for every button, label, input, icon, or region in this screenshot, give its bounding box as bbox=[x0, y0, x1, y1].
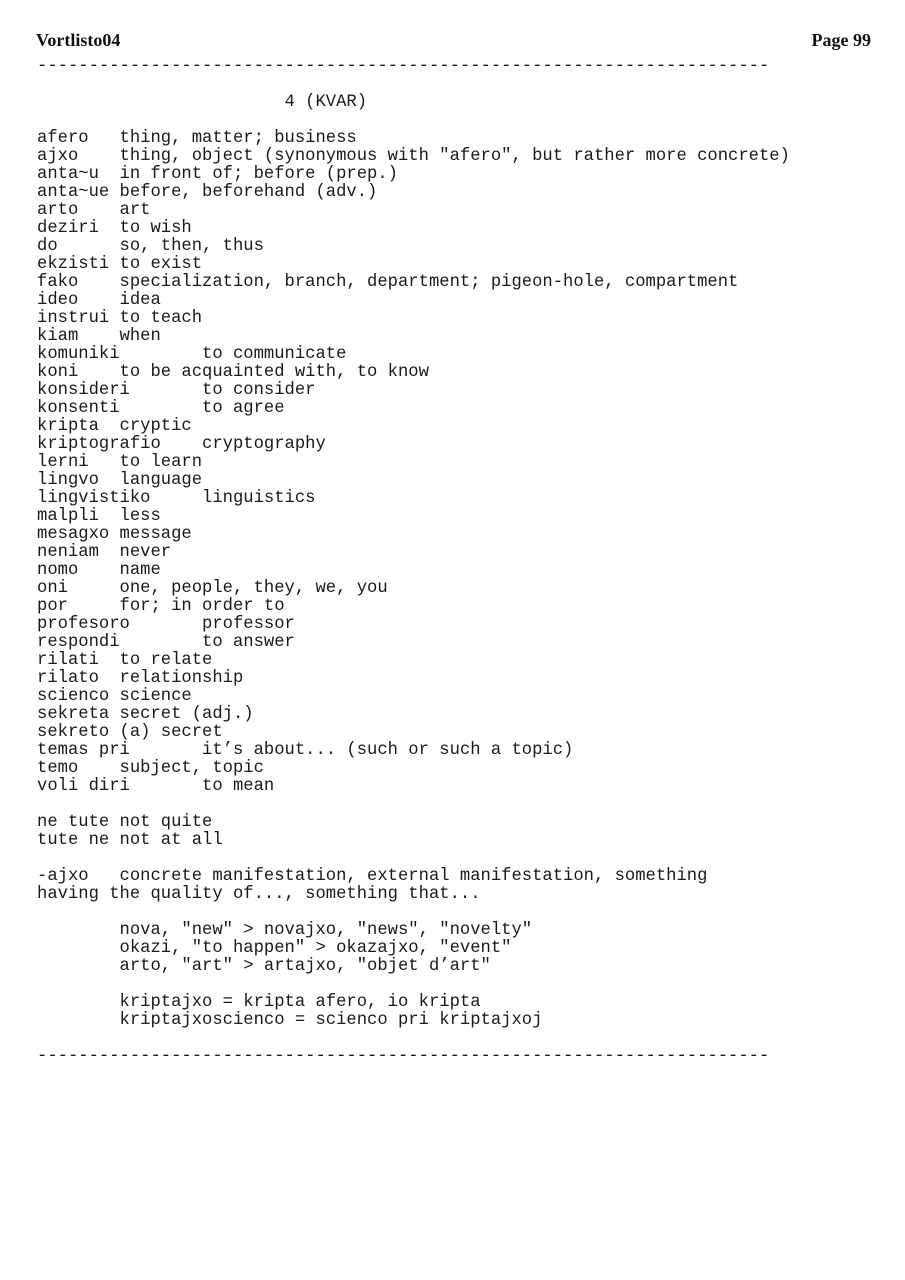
text-line: temo subject, topic bbox=[37, 759, 264, 778]
text-line: arto, "art" > artajxo, "objet d’art" bbox=[37, 957, 491, 976]
text-line: respondi to answer bbox=[37, 633, 295, 652]
text-line: por for; in order to bbox=[37, 597, 285, 616]
page-number: Page 99 bbox=[811, 30, 871, 50]
text-line: okazi, "to happen" > okazajxo, "event" bbox=[37, 939, 512, 958]
text-line: nova, "new" > novajxo, "news", "novelty" bbox=[37, 921, 533, 940]
document-body bbox=[37, 58, 790, 1066]
text-line: kripta cryptic bbox=[37, 417, 192, 436]
text-line: rilato relationship bbox=[37, 669, 244, 688]
text-line: konsenti to agree bbox=[37, 399, 285, 418]
blank-line bbox=[37, 976, 790, 994]
text-line: temas pri it’s about... (such or such a topic) bbox=[37, 741, 574, 760]
text-line: ne tute not quite bbox=[37, 813, 213, 832]
text-line: koni to be acquainted with, to know bbox=[37, 363, 429, 382]
text-line: afero thing, matter; business bbox=[37, 129, 357, 148]
text-line: voli diri to mean bbox=[37, 777, 275, 796]
text-line: deziri to wish bbox=[37, 219, 192, 238]
text-line: rilati to relate bbox=[37, 651, 213, 670]
text-line: kriptajxoscienco = scienco pri kriptajxoj bbox=[37, 1011, 543, 1030]
text-line: tute ne not at all bbox=[37, 831, 223, 850]
blank-line bbox=[37, 904, 790, 922]
text-line: malpli less bbox=[37, 507, 161, 526]
text-line: anta~u in front of; before (prep.) bbox=[37, 165, 398, 184]
separator-line: ----------------------------------------------------------------------- bbox=[37, 1047, 770, 1066]
text-line: kriptografio cryptography bbox=[37, 435, 326, 454]
blank-line bbox=[37, 112, 790, 130]
page-header bbox=[36, 30, 871, 54]
text-line: ekzisti to exist bbox=[37, 255, 203, 274]
text-line: konsideri to consider bbox=[37, 381, 316, 400]
text-line: ideo idea bbox=[37, 291, 161, 310]
text-line: lingvistiko linguistics bbox=[37, 489, 316, 508]
blank-line bbox=[37, 76, 790, 94]
text-line: oni one, people, they, we, you bbox=[37, 579, 388, 598]
text-line: mesagxo message bbox=[37, 525, 192, 544]
text-line: arto art bbox=[37, 201, 151, 220]
text-line: kiam when bbox=[37, 327, 161, 346]
text-line: anta~ue before, beforehand (adv.) bbox=[37, 183, 378, 202]
text-line: sekreto (a) secret bbox=[37, 723, 223, 742]
text-line: neniam never bbox=[37, 543, 172, 562]
text-line: -ajxo concrete manifestation, external manifestation, something bbox=[37, 867, 708, 886]
blank-line bbox=[37, 850, 790, 868]
text-line: komuniki to communicate bbox=[37, 345, 347, 364]
text-line: having the quality of..., something that... bbox=[37, 885, 481, 904]
blank-line bbox=[37, 1030, 790, 1048]
text-line: profesoro professor bbox=[37, 615, 295, 634]
text-line: sekreta secret (adj.) bbox=[37, 705, 254, 724]
text-line: 4 (KVAR) bbox=[37, 93, 368, 112]
text-line: kriptajxo = kripta afero, io kripta bbox=[37, 993, 481, 1012]
text-line: lingvo language bbox=[37, 471, 203, 490]
text-line: ajxo thing, object (synonymous with "afero", but rather more concrete) bbox=[37, 147, 790, 166]
text-line: fako specialization, branch, department; pigeon-hole, compartment bbox=[37, 273, 739, 292]
text-line: instrui to teach bbox=[37, 309, 203, 328]
text-line: scienco science bbox=[37, 687, 192, 706]
document-title: Vortlisto04 bbox=[36, 30, 121, 50]
text-line: nomo name bbox=[37, 561, 161, 580]
text-line: do so, then, thus bbox=[37, 237, 264, 256]
text-line: lerni to learn bbox=[37, 453, 203, 472]
blank-line bbox=[37, 796, 790, 814]
separator-line: ----------------------------------------------------------------------- bbox=[37, 57, 770, 76]
